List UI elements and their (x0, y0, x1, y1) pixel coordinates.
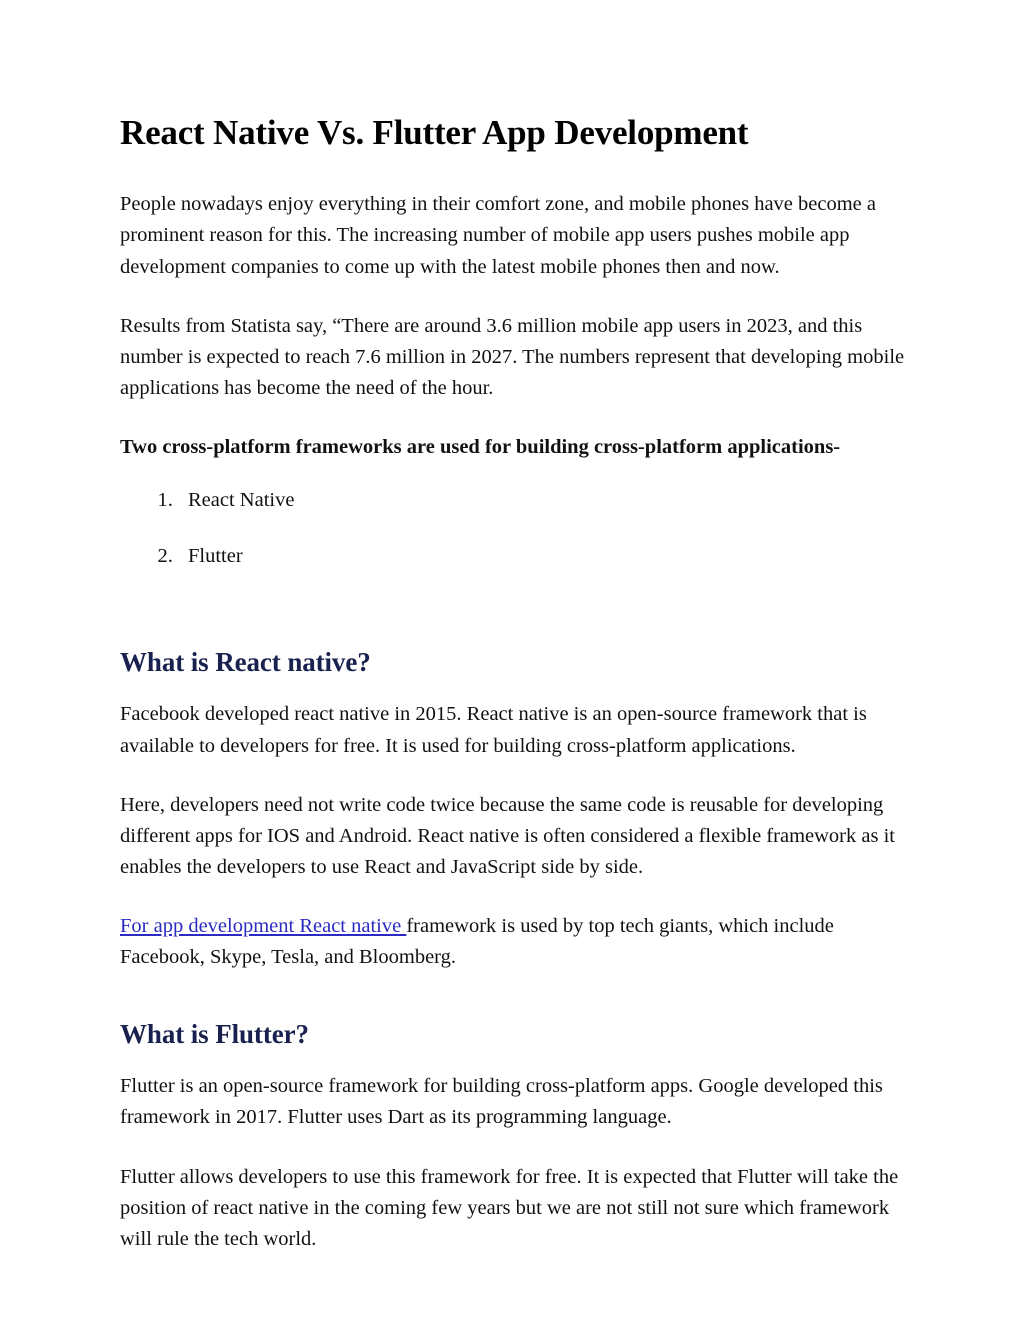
section-heading-react-native: What is React native? (120, 646, 371, 677)
section-heading-flutter: What is Flutter? (120, 1018, 309, 1049)
frameworks-lead-in: Two cross-platform frameworks are used for building cross-platform applications- (120, 436, 841, 459)
react-native-paragraph-1: Facebook developed react native in 2015. React native is an open-source framework that is available to developers for free. It is used for building cross-platform applications. (120, 703, 867, 757)
react-native-paragraph-3 (120, 911, 906, 973)
flutter-paragraph-2: Flutter allows developers to use this framework for free. It is expected that Flutter will take the position of react native in the coming few years but we are not still not sure which framework will rule the tech world. (120, 1165, 899, 1250)
frameworks-list (120, 485, 906, 571)
intro-paragraph-2: Results from Statista say, “There are around 3.6 million mobile app users in 2023, and this number is expected to reach 7.6 million in 2027. The numbers represent that developing mobile applications has become the need of the hour. (120, 314, 905, 400)
react-native-app-development-link[interactable]: For app development React native (120, 915, 407, 938)
page-title: React Native Vs. Flutter App Development (120, 113, 749, 152)
list-item: 2. Flutter (178, 541, 906, 572)
react-native-paragraph-2: Here, developers need not write code twice because the same code is reusable for developing different apps for IOS and Android. React native is often considered a flexible framework as it enables the developers to use React and JavaScript side by side. (120, 793, 895, 879)
flutter-paragraph-1: Flutter is an open-source framework for building cross-platform apps. Google developed this framework in 2017. Flutter uses Dart as its programming language. (120, 1075, 883, 1129)
intro-paragraph-1: People nowadays enjoy everything in their comfort zone, and mobile phones have become a prominent reason for this. The increasing number of mobile app users pushes mobile app development companies to come up with the latest mobile phones then and now. (120, 193, 876, 278)
list-item: 1. React Native (178, 485, 906, 516)
react-native-paragraph-3-rest: framework is used by top tech giants, which include Facebook, Skype, Tesla, and Bloomberg. (120, 915, 834, 969)
